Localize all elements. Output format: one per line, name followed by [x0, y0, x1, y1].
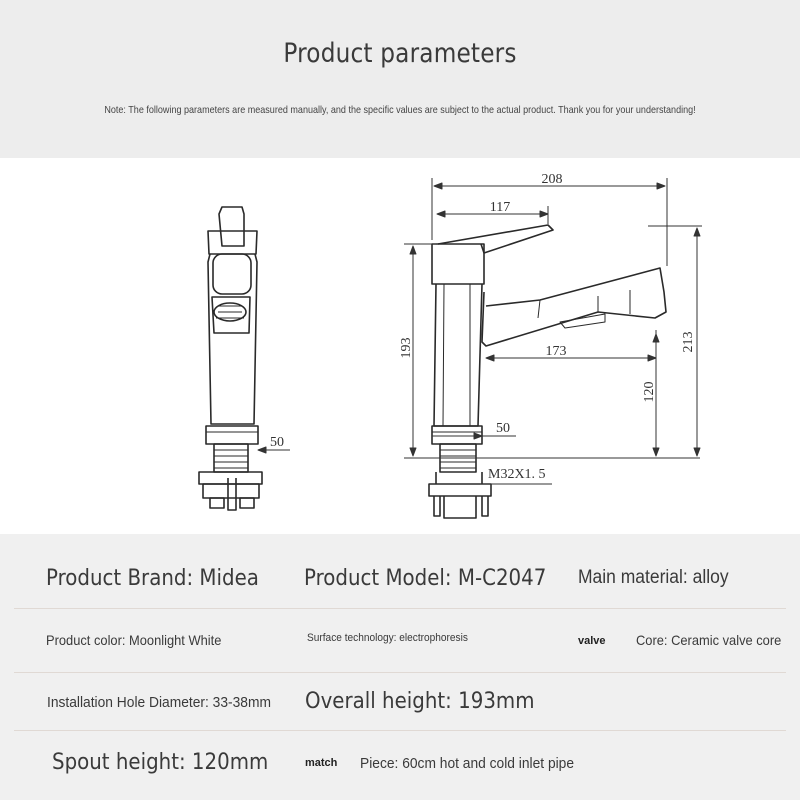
faucet-front-view	[199, 207, 262, 510]
spec-overall-height: Overall height: 193mm	[305, 689, 535, 714]
spec-material: Main material: alloy	[578, 567, 729, 588]
spec-brand: Product Brand: Midea	[46, 566, 259, 591]
spec-table	[0, 534, 800, 800]
faucet-side-view	[429, 225, 666, 518]
dim-spout-reach: 173	[545, 344, 567, 359]
technical-drawing-panel	[0, 158, 800, 534]
row-divider	[14, 730, 786, 731]
dim-spout-height: 120	[642, 381, 657, 403]
spec-spout-height: Spout height: 120mm	[52, 750, 269, 775]
spec-core: Core: Ceramic valve core	[636, 632, 782, 648]
dim-body-height: 193	[399, 337, 414, 359]
page-title: Product parameters	[283, 38, 517, 69]
dim-handle-reach: 117	[489, 200, 511, 215]
spec-match-tag: match	[305, 757, 338, 769]
faucet-dimension-drawing	[0, 158, 800, 534]
spec-surface: Surface technology: electrophoresis	[307, 632, 468, 644]
spec-valve-tag: valve	[578, 635, 606, 647]
header-banner	[0, 0, 800, 158]
dim-overall-width: 208	[541, 172, 563, 187]
dim-base-front: 50	[270, 435, 284, 450]
spec-inlet-pipe: Piece: 60cm hot and cold inlet pipe	[360, 755, 575, 772]
dim-thread-size: M32X1. 5	[488, 467, 546, 482]
dim-base-side: 50	[496, 421, 510, 436]
disclaimer-note: Note: The following parameters are measured manually, and the specific values are subject to the actual product. Thank you for your understanding!	[104, 104, 696, 116]
spec-color: Product color: Moonlight White	[46, 632, 222, 648]
row-divider	[14, 608, 786, 609]
dim-total-height: 213	[681, 331, 696, 353]
spec-hole-diameter: Installation Hole Diameter: 33-38mm	[47, 694, 271, 711]
spec-model: Product Model: M-C2047	[304, 566, 547, 591]
row-divider	[14, 672, 786, 673]
